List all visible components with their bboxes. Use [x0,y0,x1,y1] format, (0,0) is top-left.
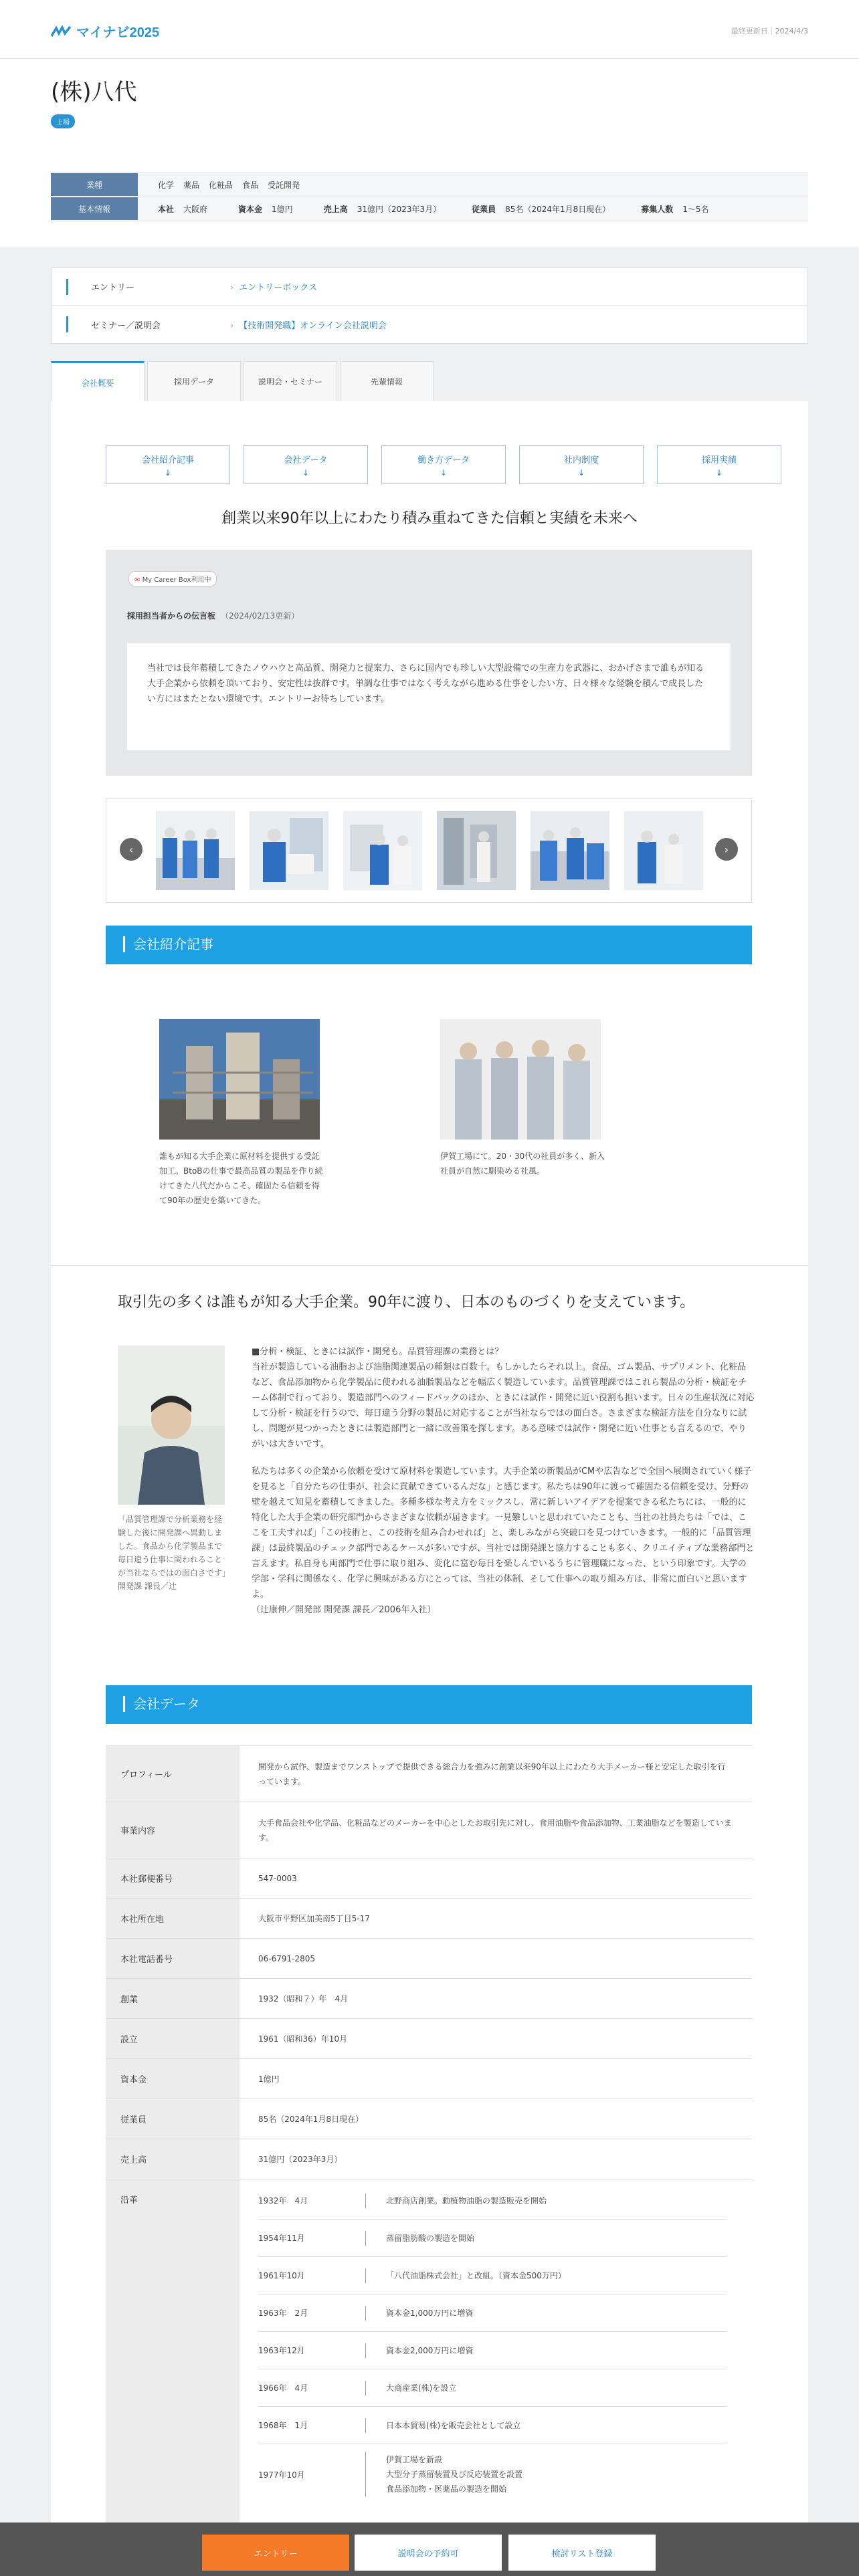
history-item [258,2257,727,2294]
history-date: 1932年 4月 [258,2196,308,2206]
my-career-box-badge [128,571,217,586]
chevron-right-icon[interactable]: › [715,838,738,861]
history-item [258,2182,727,2220]
employees-label: 従業員 [472,205,496,214]
recruits-value: 1〜5名 [682,205,709,214]
arrow-down-icon: ↓ [577,467,585,477]
section-divider [51,1265,808,1266]
row-label: 従業員 [106,2099,240,2139]
employees-value: 85名（2024年1月8日現在） [505,205,611,214]
section-title: 会社紹介記事 [123,936,213,952]
recruits-label: 募集人数 [641,205,674,214]
story-paragraph: ■分析・検証、ときには試作・開発も。品質管理課の業務とは？ 当社が製造している油脂および油脂関連製品の種類は百数十。もしかしたらそれ以上。食品、ゴム製品、サプリメント、化粧品など、食品添加物から化学製品に使われる油脂製品などを幅広く製造しています。品質管理課ではこれら製品の分析・検証をチーム体制で行っており、製造部門へのフィードバックのほか、ときには試作・開発に近い役割も担います。日々の生産状況に対応して分析・検証を行うので、毎日違う分野の製品に対応することが当社ならではの面白さ。さまざまな検証方法を自分なりに試し、問題が見つかったときには製造部門と一緒に改善策を探します。ある意味では試作・開発に近い仕事とも言えるので、やりがいは大きいです。 [252,1347,755,1449]
tab-company-overview[interactable]: 会社概要 [51,361,145,402]
gallery-photo[interactable] [156,811,235,890]
row-label: 創業 [106,1979,240,2018]
seminar-link[interactable]: › 【技術開発職】オンライン会社説明会 [230,318,387,331]
row-label: 沿革 [106,2179,240,2527]
badge-text: My Career Box利用中 [142,576,211,584]
entry-button[interactable]: エントリー [202,2535,349,2571]
photo-gallery [106,798,752,903]
history-date: 1961年10月 [258,2271,305,2280]
table-row [106,1858,752,1899]
gallery-photo[interactable] [437,811,516,890]
page-tabs [51,361,436,402]
page-anchor-nav [106,445,781,484]
mynavi-logo[interactable] [51,21,159,41]
industry-label: 業種 [51,173,138,197]
message-body: 当社では長年蓄積してきたノウハウと高品質、開発力と提案力、さらに国内でも珍しい大型設備での生産力を武器に、おかげさまで誰もが知る大手企業から依頼を頂いており、安定性は抜群です。単調な仕事ではなく考えながら進める仕事をしたい方、日々様々な経験を積んで成長したい方にはまたとない環境です。エントリーお待ちしています。 [127,643,731,750]
row-label: プロフィール [106,1746,240,1802]
history-event: 北野商店創業。動植物油脂の製造販売を開始 [365,2193,727,2208]
table-row [106,2059,752,2099]
row-value: 06-6791-2805 [258,1953,316,1963]
row-value: 547-0003 [258,1873,297,1883]
row-label: 本社電話番号 [106,1939,240,1978]
gallery-images [156,811,703,890]
anchor-label: 採用実績 [701,455,737,465]
story-title: 取引先の多くは誰もが知る大手企業。90年に渡り、日本のものづくりを支えています。 [118,1294,695,1311]
arrow-down-icon: ↓ [440,467,448,477]
history-event: 資本金2,000万円に増資 [365,2343,727,2358]
company-data-table [106,1745,752,2527]
basic-info-label: 基本情報 [51,197,138,221]
history-event: 「八代油脂株式会社」と改組。（資本金500万円） [365,2268,727,2283]
article-caption: 誰もが知る大手企業に原材料を提供する受託加工。BtoBの仕事で最高品質の製品を作り続けてきた八代だからこそ、確固たる信頼を得て90年の歴史を築いてきた。 [159,1152,323,1205]
gallery-photo[interactable] [250,811,328,890]
gallery-photo[interactable] [343,811,422,890]
add-to-list-button[interactable]: 検討リスト登録 [508,2535,656,2571]
history-item [258,2444,727,2504]
company-meta [51,173,808,221]
mynavi-logo-icon [51,25,71,37]
staff-photo [440,1019,601,1140]
anchor-label: 会社紹介記事 [141,455,194,465]
main-content [51,401,808,2576]
anchor-button[interactable] [657,445,781,484]
history-item [258,2220,727,2257]
message-title: 採用担当者からの伝言板 [127,611,216,621]
hq-label: 本社 [158,205,175,214]
history-date: 1963年12月 [258,2346,305,2355]
history-list [240,2179,752,2527]
seminar-label: セミナー／説明会 [66,316,230,332]
brand-text: マイナビ2025 [76,25,160,40]
history-item [258,2294,727,2332]
table-row [106,1979,752,2019]
history-event: 伊賀工場を新設 大型分子蒸留装置及び反応装置を設置 食品添加物・医薬品の製造を開始 [365,2452,727,2496]
bottom-action-bar [0,2523,859,2576]
arrow-down-icon: ↓ [715,467,723,477]
entry-row [52,268,807,306]
row-value: 1932（昭和７）年 4月 [258,1994,349,2004]
history-row [106,2179,752,2527]
story-paragraph: 私たちは多くの企業から依頼を受けて原材料を製造しています。大手企業の新製品がCMや広告などで全国へ展開されていく様子を見ると「自分たちの仕事が、社会に貢献できているんだな」と感じます。私たちは90年に渡って確固たる信頼を受け、分野の壁を越えて知見を蓄積してきました。多種多様な考え方をミックスし、常に新しいアイデアを提案できる私たちには、一般的に特化した大手企業の研究部門からさまざまな依頼が届きます。一見難しいと思われていたことも、当社の社員たちは「では、ここを工夫すれば」「この技術と、この技術を組み合わせれば」と、楽しみながら突破口を見つけていきます。一般的に「品質管理課」は最終製品のチェック部門であるケースが多いですが、当社では開発課と協力することも多く、クリエイティブな業務部門と言えます。私自身も両部門で仕事に取り組み、変化に富む毎日を楽しんでいるうちに管理職になった、という印象です。大学の学部・学科に関係なく、化学に興味がある方にとっては、当社の体制、そして仕事への取り組み方は、非常に面白いと思いますよ。 （辻康伸／開発部 開発課 課長／2006年入社） [252,1467,755,1615]
anchor-button[interactable] [244,445,368,484]
row-label: 設立 [106,2019,240,2058]
row-label: 本社所在地 [106,1899,240,1938]
row-value: 大阪市平野区加美南5丁目5-17 [258,1913,370,1923]
company-name: (株)八代 [51,79,137,106]
industry-tag: 受託開発 [268,181,300,190]
article-card [440,1019,607,1178]
anchor-button[interactable] [519,445,644,484]
capital-value: 1億円 [272,205,293,214]
entry-box-link[interactable]: › エントリーボックス [230,280,317,293]
row-label: 資本金 [106,2059,240,2099]
seminar-row [52,306,807,343]
row-label: 売上高 [106,2139,240,2179]
sales-value: 31億円（2023年3月） [357,205,442,214]
anchor-label: 働き方データ [417,455,470,465]
history-event: 資本金1,000万円に増資 [365,2306,727,2321]
section-header-intro [106,926,752,964]
tab-recruit-data[interactable]: 採用データ [147,361,241,401]
message-title-line [127,610,299,621]
industry-row [51,173,808,197]
industry-tag: 食品 [242,181,259,190]
table-row [106,1802,752,1858]
entry-label: エントリー [66,279,230,295]
chevron-left-icon[interactable]: ‹ [120,838,142,861]
history-item [258,2369,727,2407]
message-date: （2024/02/13更新） [221,611,300,621]
table-row [106,2019,752,2059]
row-value: 1961（昭和36）年10月 [258,2034,348,2044]
industry-tag: 化粧品 [209,181,233,190]
anchor-label: 会社データ [284,455,328,465]
history-event: 日本本貿易(株)を販売会社として設立 [365,2418,727,2433]
tab-senior-info[interactable]: 先輩情報 [340,361,434,401]
entry-box [51,267,808,344]
table-row [106,1746,752,1802]
history-date: 1968年 1月 [258,2421,308,2430]
gallery-photo[interactable] [531,811,609,890]
article-card [159,1019,326,1208]
section-title: 会社データ [123,1696,200,1712]
history-date: 1963年 2月 [258,2309,308,2318]
row-value: 31億円（2023年3月） [258,2154,343,2164]
history-event: 蒸留脂肪酸の製造を開始 [365,2231,727,2246]
industry-tag: 化学 [158,181,175,190]
history-item [258,2407,727,2444]
factory-photo [159,1019,320,1140]
anchor-label: 社内制度 [563,455,599,465]
anchor-button[interactable] [381,445,506,484]
arrow-down-icon: ↓ [164,467,172,477]
row-value: 1億円 [258,2074,280,2084]
table-row [106,1939,752,1979]
industry-tag: 薬品 [183,181,200,190]
table-row [106,2139,752,2179]
history-event: 大商産業(株)を設立 [365,2381,727,2395]
catch-copy: 創業以来90年以上にわたり積み重ねてきた信頼と実績を未来へ [221,510,638,527]
arrow-down-icon: ↓ [302,467,310,477]
message-board [106,550,752,776]
listed-badge: 上場 [51,114,75,128]
employee-portrait [118,1346,225,1505]
table-row [106,1899,752,1939]
row-value: 85名（2024年1月8日現在） [258,2114,364,2124]
row-label: 本社郵便番号 [106,1858,240,1898]
portrait-caption: 「品質管理課で分析業務を経験した後に開発課へ異動しました。食品から化学製品まで毎日違う仕事に関われることが当社ならではの面白さです」開発課 課長／辻 [118,1515,226,1591]
site-header [0,0,859,59]
history-item [258,2332,727,2369]
history-date: 1966年 4月 [258,2383,308,2393]
history-date: 1954年11月 [258,2234,305,2243]
history-date: 1977年10月 [258,2470,305,2480]
row-value: 開発から試作、製造までワンストップで提供できる総合力を強みに創業以来90年以上にわたり大手メーカー様と安定した取引を行っています。 [258,1761,726,1786]
mail-icon: ✉ [134,576,142,584]
capital-label: 資本金 [238,205,263,214]
story-body [252,1344,755,1618]
hq-value: 大阪府 [183,205,208,214]
article-caption: 伊賀工場にて。20・30代の社員が多く、新入社員が自然に馴染める社風。 [440,1152,605,1176]
update-date: 最終更新日｜2024/4/3 [731,27,808,35]
row-label: 事業内容 [106,1802,240,1858]
table-row [106,2099,752,2139]
row-value: 大手食品会社や化学品、化粧品などのメーカーを中心としたお取引先に対し、食用油脂や食品添加物、工業油脂などを製造しています。 [258,1818,732,1842]
gallery-photo[interactable] [624,811,703,890]
seminar-reserve-button[interactable]: 説明会の予約可 [355,2535,502,2571]
sales-label: 売上高 [323,205,348,214]
section-header-data [106,1685,752,1724]
company-cover [0,59,859,247]
tab-seminars[interactable]: 説明会・セミナー [244,361,337,401]
anchor-button[interactable] [106,445,230,484]
basic-info-row [51,197,808,221]
